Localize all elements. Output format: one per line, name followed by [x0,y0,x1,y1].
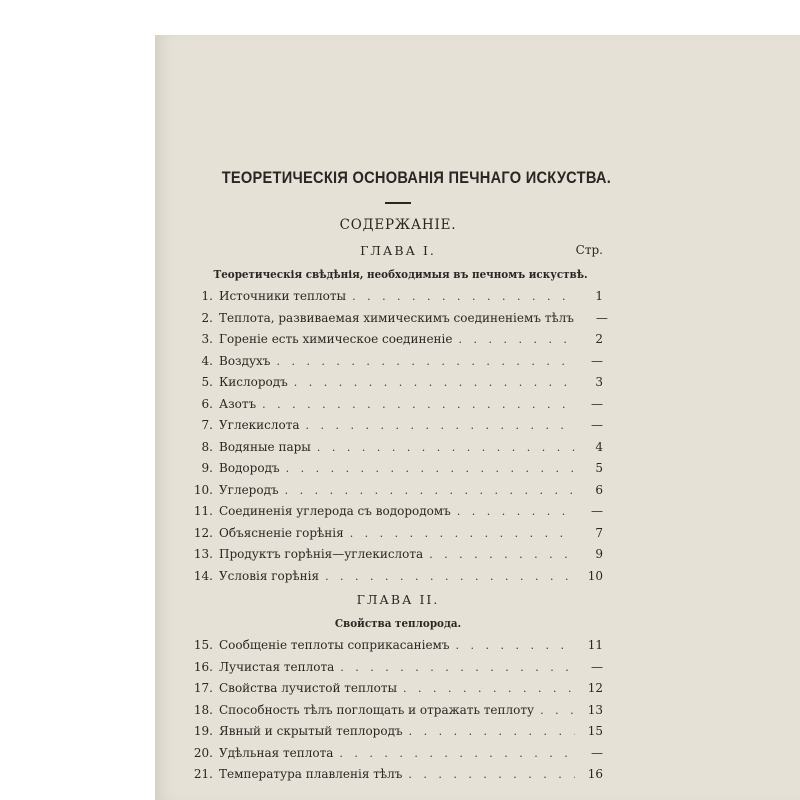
toc-entry [193,440,603,462]
dot-leader [294,376,575,389]
toc-entry [193,483,603,505]
toc-entry [193,461,603,483]
toc-entry-number: 14. [193,568,213,583]
toc-entry-title: Кислородъ [219,375,288,389]
toc-entry-title: Способность тѣлъ поглощать и отражать теплоту [219,702,535,717]
dot-leader [456,639,575,652]
toc-entry-number: 20. [193,745,213,760]
toc-entry [193,526,603,548]
toc-entry-title: Удѣльная теплота [219,745,334,760]
toc-entry-number: 17. [193,681,213,695]
contents-heading: СОДЕРЖАНІЕ. [339,217,457,233]
toc-entry [193,418,603,440]
toc-entry [193,547,603,569]
toc-entry [193,638,603,660]
toc-entry-page: — [591,418,603,432]
toc-entry [193,681,603,703]
document-title: ТЕОРЕТИЧЕСКІЯ ОСНОВАНІЯ ПЕЧНАГО ИСКУСТВА. [221,168,612,187]
toc-entry-title: Воздухъ [219,353,271,368]
toc-entry [193,767,603,789]
chapter-title: ГЛАВА I. [360,243,436,258]
toc-entry-page: — [591,745,603,760]
toc-entry-number: 5. [201,375,213,389]
chapter-2 [193,592,603,789]
dot-leader [540,704,575,717]
toc-entry [193,569,603,591]
dot-leader [325,570,575,583]
document-content [193,160,612,789]
chapter-1 [193,243,608,590]
dot-leader [408,768,575,781]
toc-entry-number: 7. [201,418,213,432]
dot-leader [409,725,575,738]
toc-entry-number: 2. [201,310,213,325]
toc-entry-title: Соединенія углерода съ водородомъ [219,504,451,518]
toc-list [193,289,608,590]
toc-entry-title: Азотъ [219,396,257,411]
toc-entry-number: 10. [193,482,213,497]
toc-entry-title: Сообщеніе теплоты соприкасаніемъ [219,638,450,652]
toc-entry [193,724,603,746]
toc-list [193,638,603,789]
toc-entry-number: 18. [193,702,213,717]
toc-entry-title: Свойства лучистой теплоты [219,681,398,695]
toc-entry [193,310,608,333]
toc-entry-page: 4 [595,439,603,454]
toc-entry-number: 6. [201,396,213,411]
toc-entry [193,504,603,526]
chapter-subtitle: Теоретическія свѣдѣнія, необходимыя въ печномъ искуствѣ. [213,267,588,281]
dot-leader [429,548,575,561]
toc-entry-number: 19. [193,724,213,738]
toc-entry-page: 10 [587,568,603,583]
toc-entry-title: Углекислота [219,418,300,432]
chapter-title: ГЛАВА II. [356,592,440,607]
dot-leader [317,441,575,454]
dot-leader [276,355,575,368]
toc-entry-page: — [591,396,603,411]
dot-leader [403,682,575,695]
dot-leader [285,484,575,497]
chapter-subtitle: Свойства теплорода. [334,616,462,630]
toc-entry-page: 2 [595,332,603,346]
toc-entry [193,289,603,311]
toc-entry-number: 1. [201,289,213,303]
toc-entry-number: 13. [193,547,213,561]
toc-entry-title: Объясненіе горѣнія [219,525,344,540]
toc-entry-number: 11. [193,504,213,518]
toc-entry-title: Водородъ [219,461,280,475]
toc-entry-number: 21. [193,767,213,781]
dot-leader [306,419,575,432]
toc-entry-page: — [595,310,608,325]
toc-entry-page: 15 [587,724,603,738]
chapter-heading [193,243,603,263]
toc-entry-title: Лучистая теплота [219,659,335,674]
toc-entry-title: Температура плавленія тѣлъ [219,767,403,781]
page-column-label: Стр. [575,243,603,257]
toc-entry-page: 16 [587,767,603,781]
dot-leader [286,462,575,475]
toc-entry-page: — [591,504,603,518]
toc-entry-page: 13 [587,702,603,717]
chapter-heading [193,592,603,612]
toc-entry-title: Гореніе есть химическое соединеніе [219,332,453,346]
toc-entry [193,375,603,397]
toc-entry-number: 16. [193,659,213,674]
toc-entry-page: 1 [595,289,603,303]
toc-entry-title: Теплота, развиваемая химическимъ соединеніемъ тѣлъ [219,310,574,325]
toc-entry-page: 12 [587,681,603,695]
dot-leader [352,290,575,303]
toc-entry-number: 3. [201,332,213,346]
toc-entry-page: — [591,353,603,368]
toc-entry-number: 4. [201,353,213,368]
toc-entry-page: — [591,659,603,674]
dot-leader [339,747,575,760]
dot-leader [340,661,575,674]
toc-entry-number: 8. [201,439,213,454]
toc-entry-number: 12. [193,525,213,540]
toc-entry [193,397,603,419]
toc-entry-page: 11 [587,638,603,652]
toc-entry-title: Условія горѣнія [219,568,320,583]
toc-entry [193,354,603,376]
toc-entry [193,703,603,725]
toc-entry-title: Водяные пары [219,439,311,454]
toc-entry-title: Явный и скрытый теплородъ [219,724,403,738]
toc-entry-page: 3 [595,375,603,389]
toc-entry [193,746,603,768]
dot-leader [457,505,575,518]
title-divider [385,202,411,204]
toc-entry-number: 9. [201,461,213,475]
dot-leader [350,527,575,540]
toc-entry [193,660,603,682]
dot-leader [262,398,575,411]
toc-entry-title: Источники теплоты [219,289,347,303]
toc-entry-title: Углеродъ [219,482,279,497]
toc-entry-number: 15. [193,638,213,652]
toc-entry [193,332,603,354]
dot-leader [458,333,575,346]
toc-entry-page: 7 [595,525,603,540]
toc-entry-title: Продуктъ горѣнія—углекислота [219,547,424,561]
toc-entry-page: 5 [595,461,603,475]
toc-entry-page: 6 [595,482,603,497]
toc-entry-page: 9 [595,547,603,561]
